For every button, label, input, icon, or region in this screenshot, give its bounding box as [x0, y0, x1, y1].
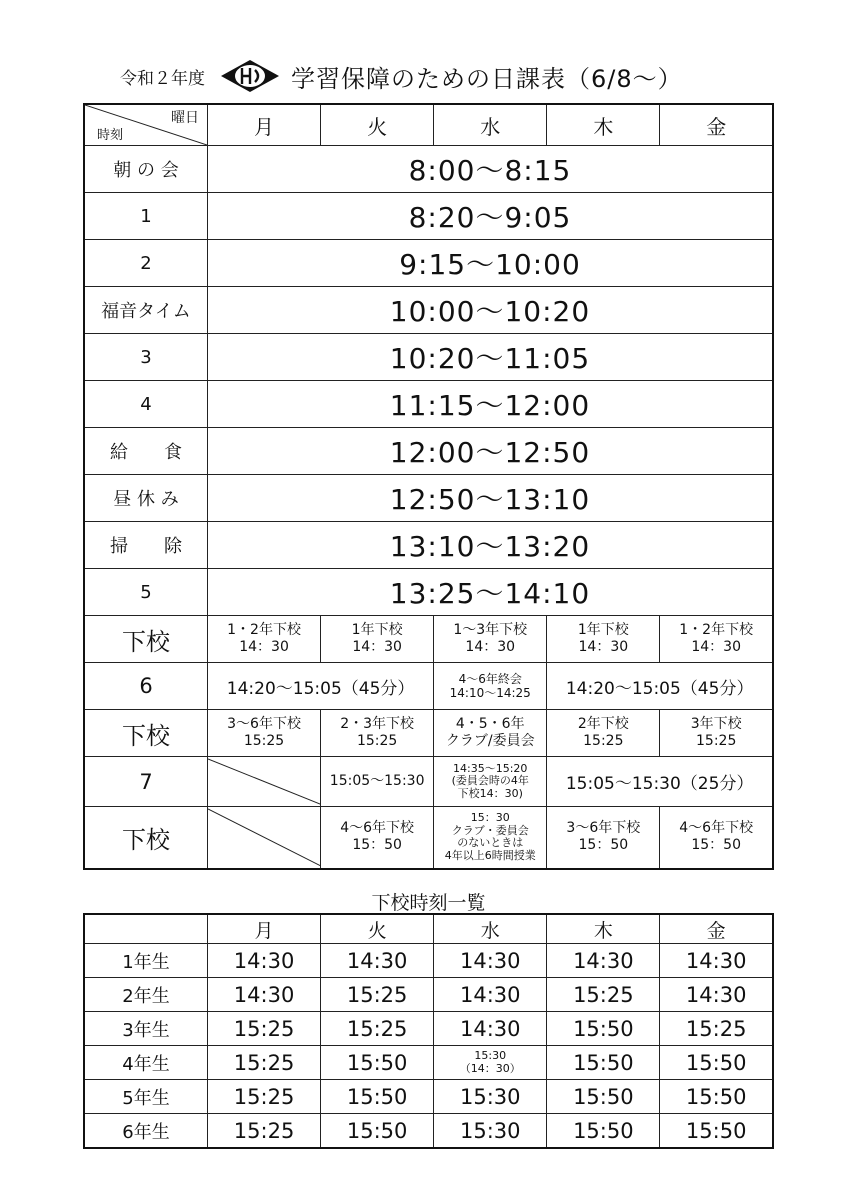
period-label: 昼 休 み	[84, 475, 208, 522]
dismissal-time: 15:25	[660, 1012, 773, 1046]
period-7-row	[84, 757, 773, 807]
dismissal-time: 15:50	[660, 1114, 773, 1149]
corner-cell	[84, 104, 208, 146]
grade-label: 5年生	[84, 1080, 208, 1114]
period-label: 給 食	[84, 428, 208, 475]
dismiss3-wed: 15：30 クラブ・委員会 のないときは 4年以上6時間授業	[434, 807, 547, 869]
dismiss1-wed: 1〜3年下校 14：30	[434, 616, 547, 663]
grade-row	[84, 1012, 773, 1046]
p6-mon-tue: 14:20〜15:05（45分）	[208, 663, 434, 710]
dismissal-row-2	[84, 710, 773, 757]
grade-row	[84, 1046, 773, 1080]
dismissal-time: 14:30	[660, 978, 773, 1012]
dismissal-time: 15:30	[434, 1080, 547, 1114]
dismissal-time: 14:30	[434, 978, 547, 1012]
period-row	[84, 475, 773, 522]
grade-row	[84, 978, 773, 1012]
dismissal-times-table	[83, 913, 774, 1149]
p7-tue: 15:05〜15:30	[321, 757, 434, 807]
dismissal-time: 15:50	[660, 1046, 773, 1080]
dismissal-day-tue: 火	[321, 914, 434, 944]
period-label: 1	[84, 193, 208, 240]
dismissal-row-1	[84, 616, 773, 663]
dismissal-table-title: 下校時刻一覧	[371, 892, 486, 914]
period-row	[84, 381, 773, 428]
schedule-header-row	[84, 104, 773, 146]
dismissal-time: 15:50	[547, 1046, 660, 1080]
dismiss3-tue: 4〜6年下校 15：50	[321, 807, 434, 869]
grade-label: 6年生	[84, 1114, 208, 1149]
dismissal-label: 下校	[84, 807, 208, 869]
daily-schedule-table	[83, 103, 774, 870]
dismissal-time: 15:50	[547, 1012, 660, 1046]
period-row	[84, 146, 773, 193]
period-label: 5	[84, 569, 208, 616]
period-label: 掃 除	[84, 522, 208, 569]
p7-thu-fri: 15:05〜15:30（25分）	[547, 757, 773, 807]
period-time: 8:20〜9:05	[208, 193, 774, 240]
dismissal-day-mon: 月	[208, 914, 321, 944]
grade-label: 1年生	[84, 944, 208, 978]
p7-mon-empty	[208, 757, 321, 807]
dismissal-corner	[84, 914, 208, 944]
period-time: 12:50〜13:10	[208, 475, 774, 522]
p6-wed: 4〜6年終会 14:10〜14:25	[434, 663, 547, 710]
dismiss1-thu: 1年下校 14：30	[547, 616, 660, 663]
dismiss3-fri: 4〜6年下校 15：50	[660, 807, 773, 869]
grade-row	[84, 944, 773, 978]
dismissal-time: 14:30	[208, 944, 321, 978]
period-time: 11:15〜12:00	[208, 381, 774, 428]
period-time: 9:15〜10:00	[208, 240, 774, 287]
period-label: 3	[84, 334, 208, 381]
dismissal-time: 15:50	[660, 1080, 773, 1114]
dismissal-time: 15:50	[547, 1080, 660, 1114]
dismiss1-fri: 1・2年下校 14：30	[660, 616, 773, 663]
dismissal-header-row	[84, 914, 773, 944]
dismissal-label: 下校	[84, 710, 208, 757]
page-title: 学習保障のための日課表（6/8〜）	[291, 64, 683, 93]
period-row	[84, 193, 773, 240]
day-header-thu: 木	[547, 104, 660, 146]
day-header-wed: 水	[434, 104, 547, 146]
grade-label: 2年生	[84, 978, 208, 1012]
grade-label: 3年生	[84, 1012, 208, 1046]
p6-thu-fri: 14:20〜15:05（45分）	[547, 663, 773, 710]
dismissal-time: 14:30	[434, 944, 547, 978]
dismissal-row-3	[84, 807, 773, 869]
grade-label: 4年生	[84, 1046, 208, 1080]
dismissal-time: 15:25	[208, 1012, 321, 1046]
period-row	[84, 428, 773, 475]
dismissal-day-thu: 木	[547, 914, 660, 944]
period-6-row	[84, 663, 773, 710]
dismissal-day-fri: 金	[660, 914, 773, 944]
grade-row	[84, 1080, 773, 1114]
dismiss3-mon-empty	[208, 807, 321, 869]
dismiss2-mon: 3〜6年下校 15:25	[208, 710, 321, 757]
period-label: 6	[84, 663, 208, 710]
dismissal-time: 15:50	[321, 1114, 434, 1149]
period-label: 福音タイム	[84, 287, 208, 334]
day-header-tue: 火	[321, 104, 434, 146]
grade-row	[84, 1114, 773, 1149]
dismissal-time: 14:30	[434, 1012, 547, 1046]
period-row	[84, 240, 773, 287]
dismissal-time: 15:25	[208, 1080, 321, 1114]
dismissal-time: 14:30	[660, 944, 773, 978]
period-time: 10:00〜10:20	[208, 287, 774, 334]
dismissal-label: 下校	[84, 616, 208, 663]
dismiss3-thu: 3〜6年下校 15：50	[547, 807, 660, 869]
page-header	[120, 58, 760, 94]
dismiss2-fri: 3年下校 15:25	[660, 710, 773, 757]
dismiss1-mon: 1・2年下校 14：30	[208, 616, 321, 663]
dismiss2-wed: 4・5・6年 クラブ/委員会	[434, 710, 547, 757]
dismissal-time: 14:30	[321, 944, 434, 978]
dismissal-time: 15:50	[321, 1080, 434, 1114]
period-row	[84, 287, 773, 334]
dismissal-time: 15:25	[321, 1012, 434, 1046]
dismissal-time: 14:30	[208, 978, 321, 1012]
period-time: 8:00〜8:15	[208, 146, 774, 193]
period-time: 13:25〜14:10	[208, 569, 774, 616]
dismissal-time: 15:50	[547, 1114, 660, 1149]
period-row	[84, 522, 773, 569]
period-time: 12:00〜12:50	[208, 428, 774, 475]
period-label: 4	[84, 381, 208, 428]
period-time: 13:10〜13:20	[208, 522, 774, 569]
corner-day-label: 曜日	[171, 110, 199, 126]
dismissal-time: 14:30	[547, 944, 660, 978]
day-header-mon: 月	[208, 104, 321, 146]
p7-wed: 14:35〜15:20 (委員会時の4年 下校14：30)	[434, 757, 547, 807]
period-row	[84, 569, 773, 616]
day-header-fri: 金	[660, 104, 773, 146]
dismissal-time: 15:25	[208, 1046, 321, 1080]
dismissal-time: 15:50	[321, 1046, 434, 1080]
school-logo-icon	[219, 58, 281, 94]
period-label: 朝 の 会	[84, 146, 208, 193]
corner-time-label: 時刻	[97, 128, 124, 143]
dismiss1-tue: 1年下校 14：30	[321, 616, 434, 663]
dismiss2-tue: 2・3年下校 15:25	[321, 710, 434, 757]
dismissal-time: 15:30	[434, 1114, 547, 1149]
dismissal-time-wed-special: 15:30 （14：30）	[434, 1046, 547, 1080]
period-label: 2	[84, 240, 208, 287]
dismissal-time: 15:25	[321, 978, 434, 1012]
dismissal-day-wed: 水	[434, 914, 547, 944]
dismissal-time: 15:25	[208, 1114, 321, 1149]
dismissal-time: 15:25	[547, 978, 660, 1012]
dismiss2-thu: 2年下校 15:25	[547, 710, 660, 757]
school-year: 令和２年度	[120, 68, 205, 89]
period-row	[84, 334, 773, 381]
period-time: 10:20〜11:05	[208, 334, 774, 381]
period-label: 7	[84, 757, 208, 807]
